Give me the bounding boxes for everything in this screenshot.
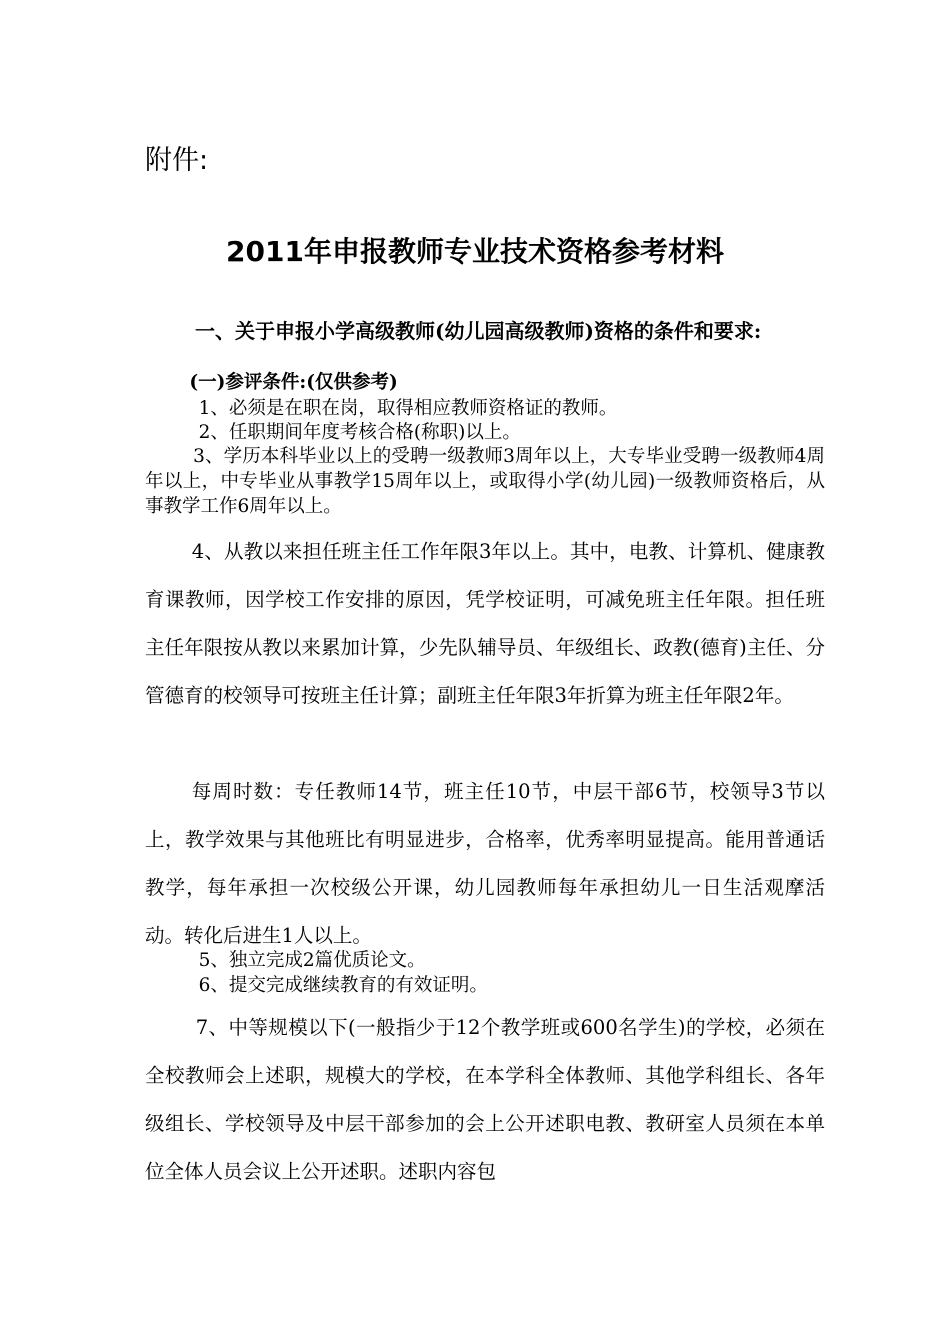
paragraph-item4: 4、从教以来担任班主任工作年限3年以上。其中，电教、计算机、健康教育课教师，因学校工作安排的原因，凭学校证明，可减免班主任年限。担任班主任年限按从教以来累加计算，少先队辅导员、年级组长、政教(德育)主任、分管德育的校领导可按班主任计算；副班主任年限3年折算为班主任年限2年。 bbox=[145, 540, 825, 707]
item6-text: 6、提交完成继续教育的有效证明。 bbox=[198, 975, 488, 996]
document-title: 2011年申报教师专业技术资格参考材料 bbox=[226, 235, 724, 268]
item5-text: 5、独立完成2篇优质论文。 bbox=[198, 950, 426, 971]
section-heading: 一、关于申报小学高级教师(幼儿园高级教师)资格的条件和要求: bbox=[195, 319, 762, 343]
subsection-heading: (一)参评条件:(仅供参考) bbox=[189, 372, 398, 393]
paragraph-item2 bbox=[145, 420, 825, 445]
paragraph-item1 bbox=[145, 396, 825, 421]
item2-text: 2、任职期间年度考核合格(称职)以上。 bbox=[198, 422, 521, 443]
attachment-label: 附件: bbox=[145, 145, 209, 176]
paragraph-item7: 7、中等规模以下(一般指少于12个教学班或600名学生)的学校，必须在全校教师会上述职，规模大的学校，在本学科全体教师、其他学科组长、各年级组长、学校领导及中层干部参加的会上公开述职电教、教研室人员须在本单位全体人员会议上公开述职。述职内容包 bbox=[145, 1016, 825, 1183]
paragraph-item3: 3、学历本科毕业以上的受聘一级教师3周年以上，大专毕业受聘一级教师4周年以上，中专毕业从事教学15周年以上，或取得小学(幼儿园)一级教师资格后，从事教学工作6周年以上。 bbox=[145, 446, 825, 517]
item1-text: 1、必须是在职在岗，取得相应教师资格证的教师。 bbox=[198, 398, 618, 419]
paragraph-item6 bbox=[145, 973, 825, 998]
paragraph-weekly-hours: 每周时数：专任教师14节，班主任10节，中层干部6节，校领导3节以上，教学效果与其他班比有明显进步，合格率，优秀率明显提高。能用普通话教学，每年承担一次校级公开课，幼儿园教师每年承担幼儿一日生活观摩活动。转化后进生1人以上。 bbox=[145, 780, 825, 947]
paragraph-item5 bbox=[145, 948, 825, 973]
